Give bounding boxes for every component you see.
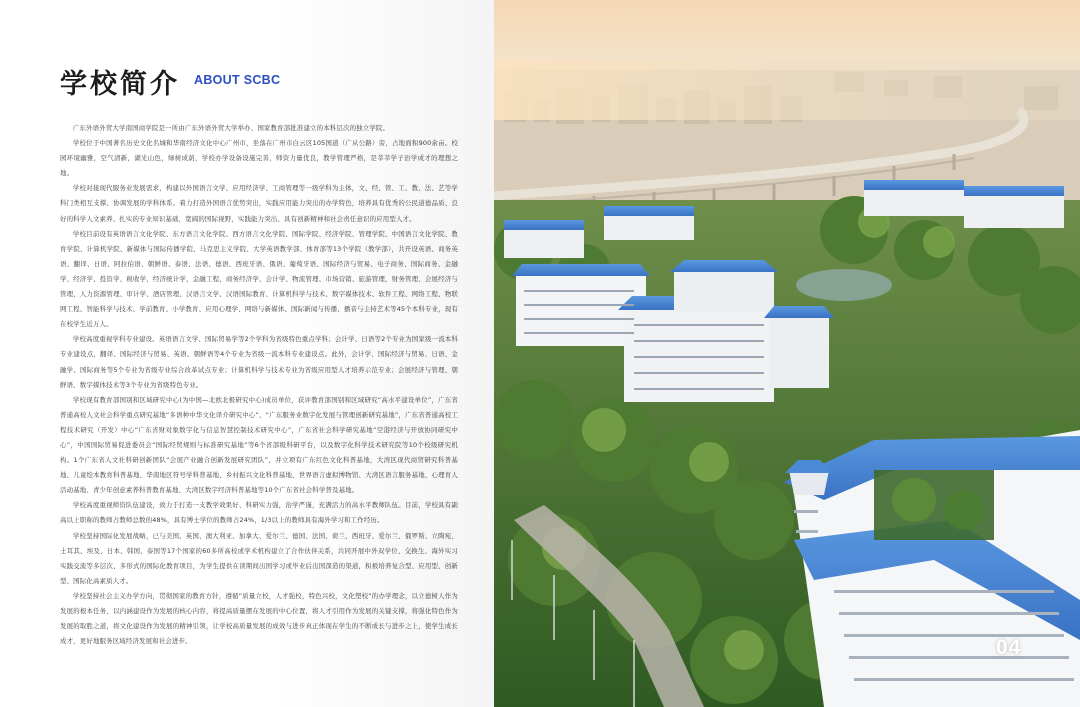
paragraph-5: 学校高度重视学科专业建设。英语语言文学、国际贸易学等2个学科为省级特色重点学科；会计学、日语等2个专业为国家级一流本科专业建设点，翻译、国际经济与贸易、英语、朝鲜语等4个专业为省级一流本科专业建设点。此外，会计学、国际经济与贸易、日语、金融学、国际商务等5个专业为省级专业综合改革试点专业；计算机科学与技术专业为省级应用型人才培养示范专业；会展经济与管理、朝鲜语、数字媒体技术等3个专业为省级特色专业。 [60, 335, 458, 389]
paragraph-4: 学校目前设有英语语言文化学院、东方语言文化学院、西方语言文化学院、国际学院、经济学院、管理学院、中国语言文化学院、教育学院、计算机学院、新媒体与国际传播学院、马克思主义学院、大学英语教学部、体育部等13个学院（教学部），共开设英语、商务英语、翻译、日语、阿拉伯语、朝鲜语、泰语、法语、德语、西班牙语、俄语、葡萄牙语、国际经济与贸易、电子商务、国际商务、金融学、经济学、投资学、税收学、经济统计学、金融工程、商务经济学、会计学、物流管理、市场营销、旅游管理、财务管理、会展经济与管理、人力资源管理、审计学、酒店管理、汉语言文学、汉语国际教育、计算机科学与技术、数字媒体技术、软件工程、网络工程、物联网工程、智能科学与技术、学前教育、小学教育、应用心理学、网络与新媒体、国际新闻与传播、播音与主持艺术等45个本科专业，现有在校学生近万人。 [60, 229, 458, 329]
paragraph-3: 学校对接现代服务业发展需求，构建以外国语言文学、应用经济学、工商管理等一级学科为主体，文、经、管、工、教、法、艺等学科门类相互支撑、协调发展的学科体系。着力打造外国语言优势突出，实践应用能力突出的办学特色，培养具有优秀的公民道德品质、良好的科学人文素养、扎实的专业知识基础，宽阔的国际视野，实践能力突出、具有创新精神和社会责任意识的应用型人才。 [60, 184, 458, 223]
paragraph-9: 学校坚持社会主义办学方向，贯彻国家的教育方针，遵循“质量立校，人才强校，特色兴校，文化塑校”的办学理念，以立德树人作为发展的根本任务，以内涵建设作为发展的核心内容，将提高质量摆在发展的中心位置，将人才引用作为发展的关键支撑，将强化特色作为发展的取胜之道，将文化建设作为发展的精神引领，让学校高质量发展的成效与进步真正体现在学生的不断成长与进步之上，使学生成长成才，更好地服务区域经济发展和社会进步。 [60, 591, 458, 646]
campus-illustration [494, 0, 1080, 707]
foreground-building [784, 430, 1080, 707]
page-title: 学校简介 [60, 69, 180, 100]
paragraph-2: 学校位于中国著名历史文化名城和华南经济文化中心广州市，坐落在广州市白云区105国道（广从公路）旁，占地面积900余亩。校园环境幽雅，空气清新，湖光山色，绿树成荫，学校办学设备设施完善，师资力量优良，教学管理严格，是莘莘学子治学成才的理想之地。 [60, 139, 458, 178]
campus-aerial-photo [494, 0, 1080, 707]
page-number: 04 [996, 636, 1022, 659]
page-subtitle: ABOUT SCBC [194, 73, 281, 87]
campus-lake [796, 269, 892, 301]
paragraph-7: 学校高度重视师资队伍建设，致力于打造一支教学效果好、科研实力强，治学严谨，充满活力的高水平教师队伍。目前，学校具有副高以上职称的教师占教师总数的48%，具有博士学位的教师占24%，1/3以上的教师具有海外学习和工作经历。 [60, 501, 458, 525]
paragraph-6: 学校现有教育部国别和区域研究中心(为中国—北欧北极研究中心)成员单位，获评教育部国别和区域研究“高水平建设单位”，广东省普通高校人文社会科学重点研究基地“多语种中华文化译介研究中心”、“广东服务业数字化发展与管理创新研究基地”，广东省普通高校工程技术研究（开发）中心“广东省财对象数字化与信息智慧控制技术研究中心”，广东省社会科学研究基地“空港经济与开放协同研究中心”，中国国际贸易促进委员会“国际经贸规则与标准研究基地”等6个省部级科研平台，以及数字化科学技术研究院等10个校级研究机构。1个广东省人文社科研创新团队“会展产业融合创新发展研究团队”，并立项有广东红色文化科普基地，大湾区现代商贸研究科普基地、儿童绘本教育科普基地、华南地区符号学科普基地、乡村振兴文化科普基地、世界语言虚拟博物馆、大湾区语言服务基地、心理育人活动基地、青少年创意素养科普教育基地、大湾区数字经济科普基地等10个广东省社会科学普及基地。 [60, 395, 458, 495]
intro-body [60, 121, 458, 649]
paragraph-1: 广东外语外贸大学南国商学院是一所由广东外语外贸大学举办、国家教育部批准建立的本科层次的独立学院。 [72, 124, 390, 132]
intro-panel [0, 0, 494, 707]
paragraph-8: 学校坚持国际化发展战略，已与美国、英国、澳大利亚、加拿大、爱尔兰、德国、法国、荷兰、西班牙、爱尔兰、俄罗斯、立陶宛、土耳其、埃及、日本、韩国、泰国等17个国家的60多所高校或学术机构建立了合作伙伴关系，共同开展中外双学位、交换生、海外实习实践交流等多层次、多形式的国际化教育项目，为学生提供在读期间出国学习或毕业后出国深造的渠道，积极培养复合型、应用型、创新型、国际化高素质人才。 [60, 531, 458, 585]
